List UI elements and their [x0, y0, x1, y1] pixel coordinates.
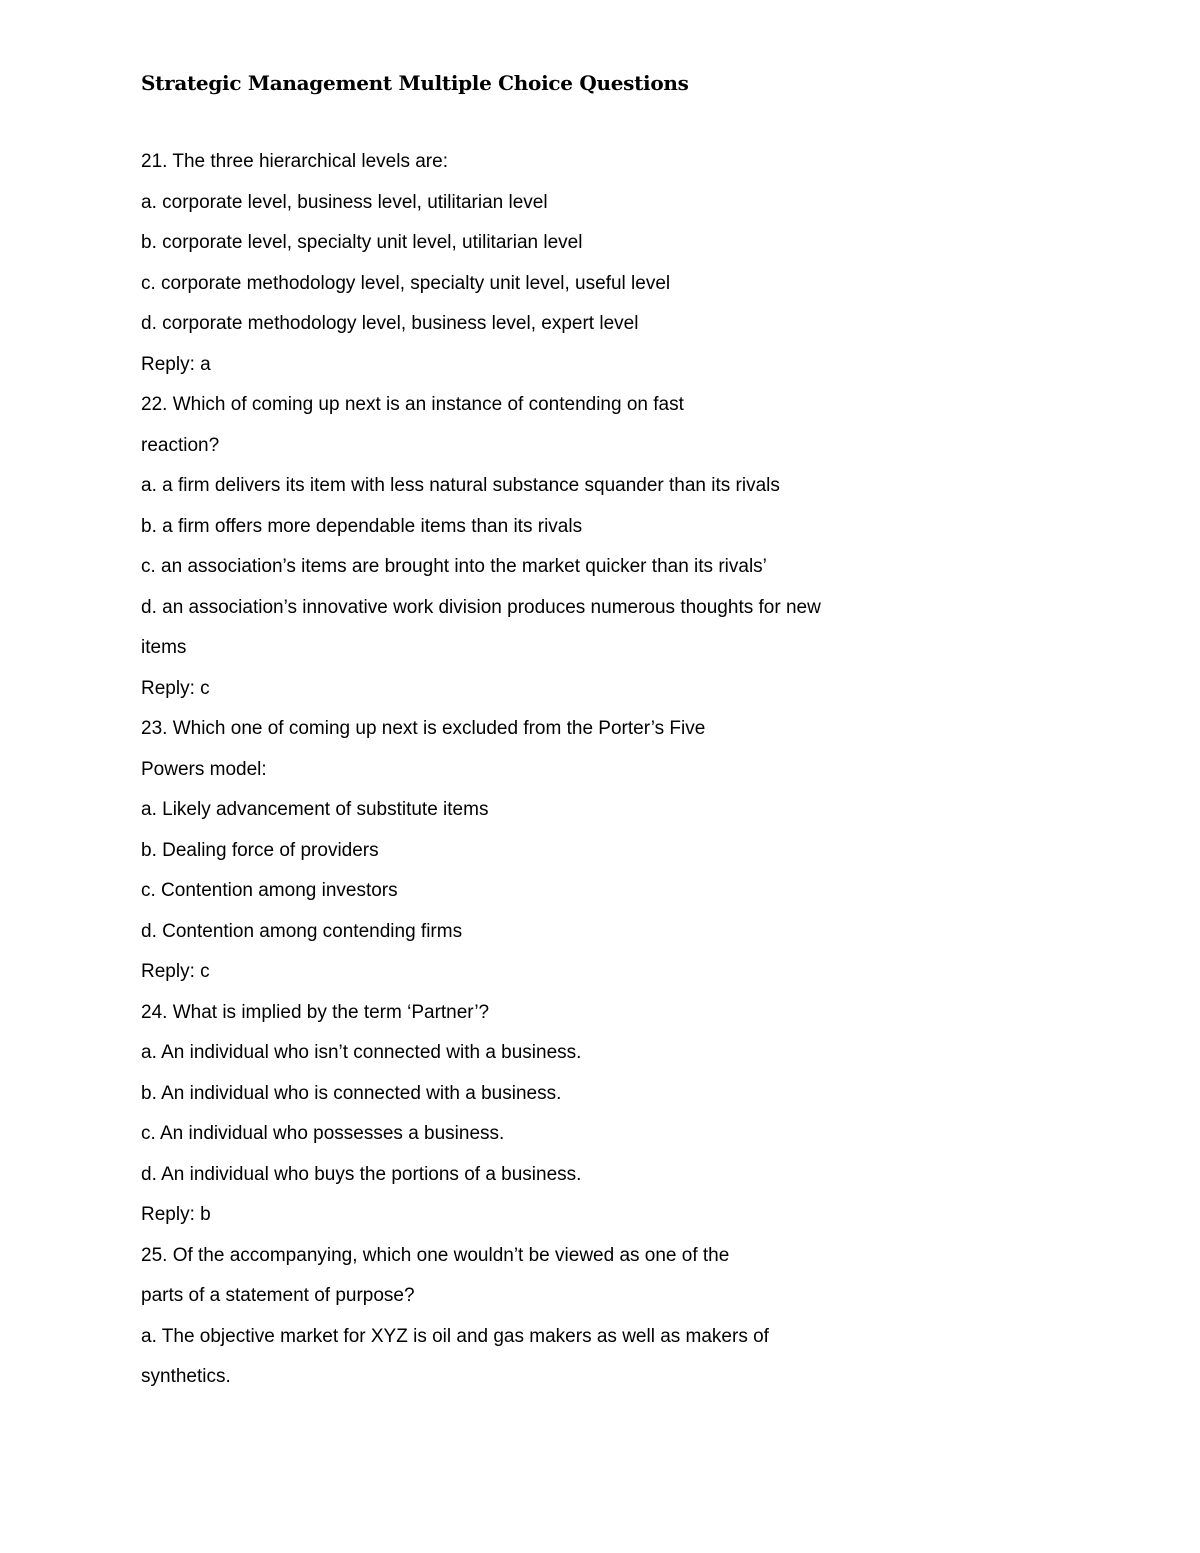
text-line: Reply: b	[141, 1204, 211, 1225]
text-line: a. Likely advancement of substitute items	[141, 799, 489, 820]
text-line: 25. Of the accompanying, which one wouldn’t be viewed as one of the	[141, 1244, 730, 1266]
document-title: Strategic Management Multiple Choice Questions	[141, 71, 689, 95]
text-line: a. a firm delivers its item with less natural substance squander than its rivals	[141, 475, 780, 496]
text-line: parts of a statement of purpose?	[141, 1285, 415, 1306]
text-line: c. Contention among investors	[141, 880, 398, 901]
text-line: 24. What is implied by the term ‘Partner’?	[141, 1001, 490, 1023]
text-line: Reply: c	[141, 961, 210, 982]
text-line: d. Contention among contending firms	[141, 920, 463, 942]
text-line: synthetics.	[141, 1366, 231, 1387]
text-line: c. An individual who possesses a business.	[141, 1123, 505, 1144]
text-line: a. corporate level, business level, utilitarian level	[141, 191, 548, 213]
text-line: Powers model:	[141, 758, 267, 780]
text-line: b. Dealing force of providers	[141, 839, 379, 861]
text-line: d. corporate methodology level, business level, expert level	[141, 313, 639, 334]
text-line: b. a firm offers more dependable items than its rivals	[141, 515, 583, 537]
text-line: b. corporate level, specialty unit level, utilitarian level	[141, 232, 583, 253]
text-line: 21. The three hierarchical levels are:	[141, 151, 448, 172]
text-line: d. An individual who buys the portions of a business.	[141, 1163, 582, 1185]
text-line: Reply: a	[141, 353, 211, 375]
text-line: 22. Which of coming up next is an instance of contending on fast	[141, 394, 684, 415]
text-line: c. an association’s items are brought into the market quicker than its rivals’	[141, 556, 767, 577]
text-line: b. An individual who is connected with a business.	[141, 1082, 562, 1104]
document-body	[141, 142, 1041, 1398]
text-line: a. An individual who isn’t connected with a business.	[141, 1042, 582, 1063]
text-line: 23. Which one of coming up next is excluded from the Porter’s Five	[141, 718, 706, 739]
text-line: c. corporate methodology level, specialty unit level, useful level	[141, 272, 671, 294]
text-line: a. The objective market for XYZ is oil and gas makers as well as makers of	[141, 1325, 769, 1347]
text-line: Reply: c	[141, 677, 210, 699]
text-line: d. an association’s innovative work division produces numerous thoughts for new	[141, 596, 821, 618]
text-line: reaction?	[141, 434, 220, 456]
text-line: items	[141, 637, 187, 658]
